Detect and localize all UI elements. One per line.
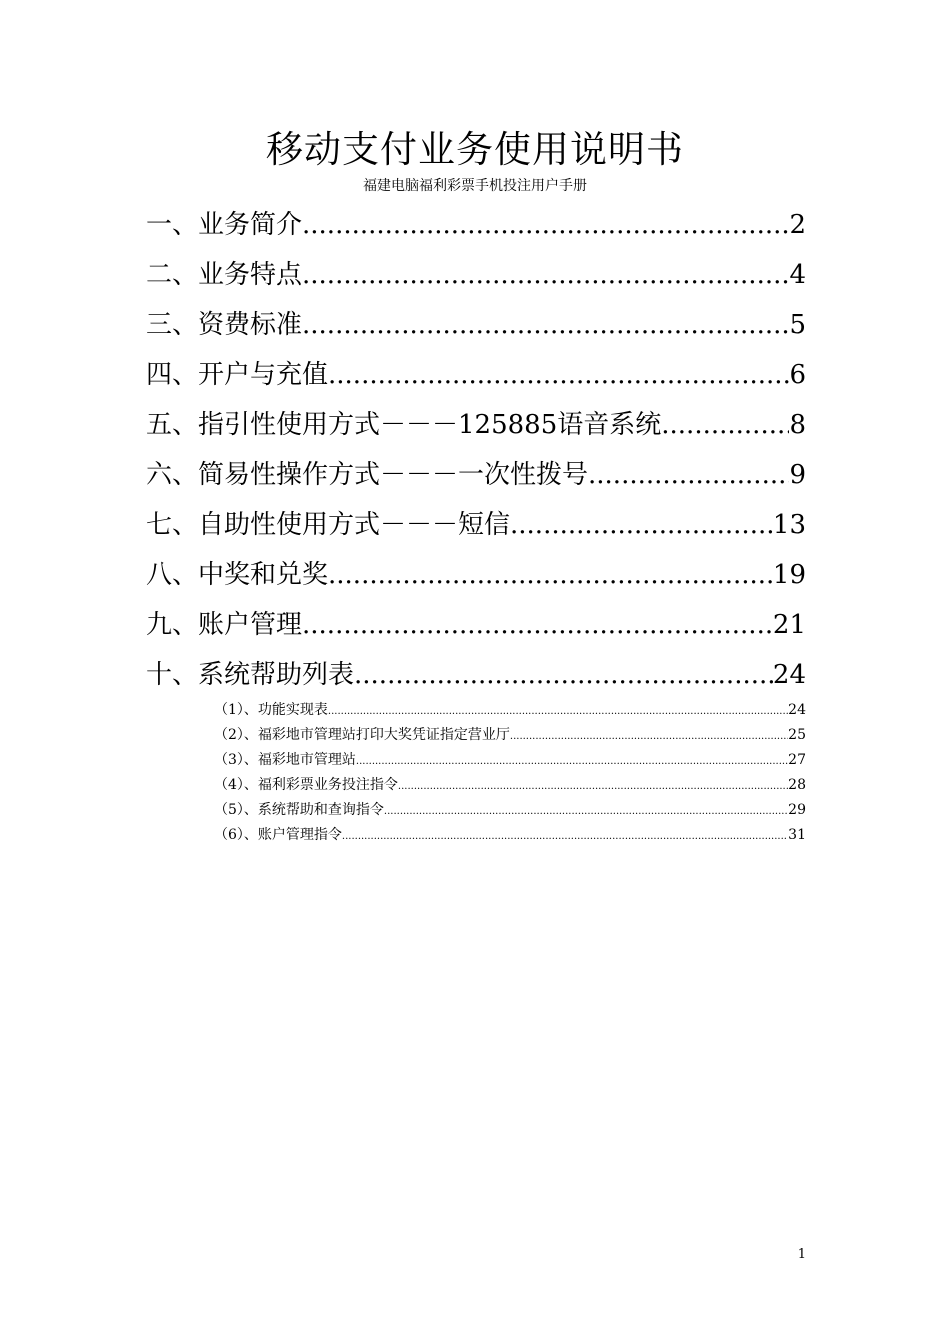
toc-entry[interactable] (146, 200, 806, 250)
toc-entry-page: 6 (789, 360, 806, 390)
toc-subentry[interactable] (214, 798, 806, 823)
dot-leader (510, 723, 788, 749)
toc-subentry-label: （2）、福彩地市管理站打印大奖凭证指定营业厅 (214, 727, 510, 743)
dot-leader (510, 500, 773, 550)
toc-entry-label: 三、资费标准 (146, 310, 303, 340)
table-of-contents (146, 200, 806, 700)
dot-leader (398, 773, 788, 799)
dot-leader (588, 450, 789, 500)
toc-subentry[interactable] (214, 698, 806, 723)
toc-subentry-label: （1）、功能实现表 (214, 702, 328, 718)
toc-subentry-label: （5）、系统帮助和查询指令 (214, 802, 384, 818)
toc-entry-page: 19 (772, 560, 806, 590)
toc-subentry[interactable] (214, 723, 806, 748)
page-number: 1 (797, 1247, 806, 1262)
dot-leader (342, 823, 788, 849)
dot-leader (384, 798, 788, 824)
toc-subentry-label: （3）、福彩地市管理站 (214, 752, 356, 768)
toc-subentry-page: 29 (788, 802, 806, 818)
toc-entry-page: 5 (789, 310, 806, 340)
toc-entry[interactable] (146, 600, 806, 650)
sub-table-of-contents (214, 698, 806, 848)
toc-entry[interactable] (146, 650, 806, 700)
document-subtitle: 福建电脑福利彩票手机投注用户手册 (363, 178, 587, 194)
dot-leader (356, 748, 788, 774)
dot-leader (302, 200, 789, 250)
toc-entry-label: 五、指引性使用方式－－－125885语音系统 (146, 410, 662, 440)
toc-subentry-page: 27 (788, 752, 806, 768)
dot-leader (354, 650, 773, 700)
toc-entry-label: 八、中奖和兑奖 (146, 560, 329, 590)
toc-entry[interactable] (146, 550, 806, 600)
dot-leader (302, 600, 773, 650)
toc-entry-page: 8 (789, 410, 806, 440)
toc-entry-page: 24 (772, 660, 806, 690)
toc-entry-page: 13 (772, 510, 806, 540)
document-title: 移动支付业务使用说明书 (266, 128, 684, 171)
toc-entry[interactable] (146, 350, 806, 400)
toc-entry-page: 21 (772, 610, 806, 640)
toc-subentry-page: 24 (788, 702, 806, 718)
toc-subentry[interactable] (214, 748, 806, 773)
toc-entry-label: 一、业务简介 (146, 210, 303, 240)
dot-leader (302, 250, 789, 300)
toc-entry-page: 4 (789, 260, 806, 290)
toc-subentry-label: （6）、账户管理指令 (214, 827, 342, 843)
dot-leader (328, 350, 789, 400)
toc-entry-page: 9 (789, 460, 806, 490)
dot-leader (661, 400, 789, 450)
dot-leader (302, 300, 789, 350)
dot-leader (328, 698, 788, 724)
toc-entry-label: 二、业务特点 (146, 260, 303, 290)
toc-subentry[interactable] (214, 773, 806, 798)
toc-subentry-label: （4）、福利彩票业务投注指令 (214, 777, 398, 793)
toc-subentry-page: 25 (788, 727, 806, 743)
toc-entry-label: 十、系统帮助列表 (146, 660, 355, 690)
toc-entry[interactable] (146, 300, 806, 350)
toc-subentry[interactable] (214, 823, 806, 848)
toc-entry-label: 七、自助性使用方式－－－短信 (146, 510, 511, 540)
toc-entry-label: 四、开户与充值 (146, 360, 329, 390)
dot-leader (328, 550, 773, 600)
toc-entry[interactable] (146, 500, 806, 550)
toc-entry[interactable] (146, 450, 806, 500)
toc-subentry-page: 28 (788, 777, 806, 793)
toc-entry[interactable] (146, 400, 806, 450)
toc-entry-label: 九、账户管理 (146, 610, 303, 640)
toc-subentry-page: 31 (788, 827, 806, 843)
toc-entry-label: 六、简易性操作方式－－－一次性拨号 (146, 460, 589, 490)
toc-entry-page: 2 (789, 210, 806, 240)
toc-entry[interactable] (146, 250, 806, 300)
